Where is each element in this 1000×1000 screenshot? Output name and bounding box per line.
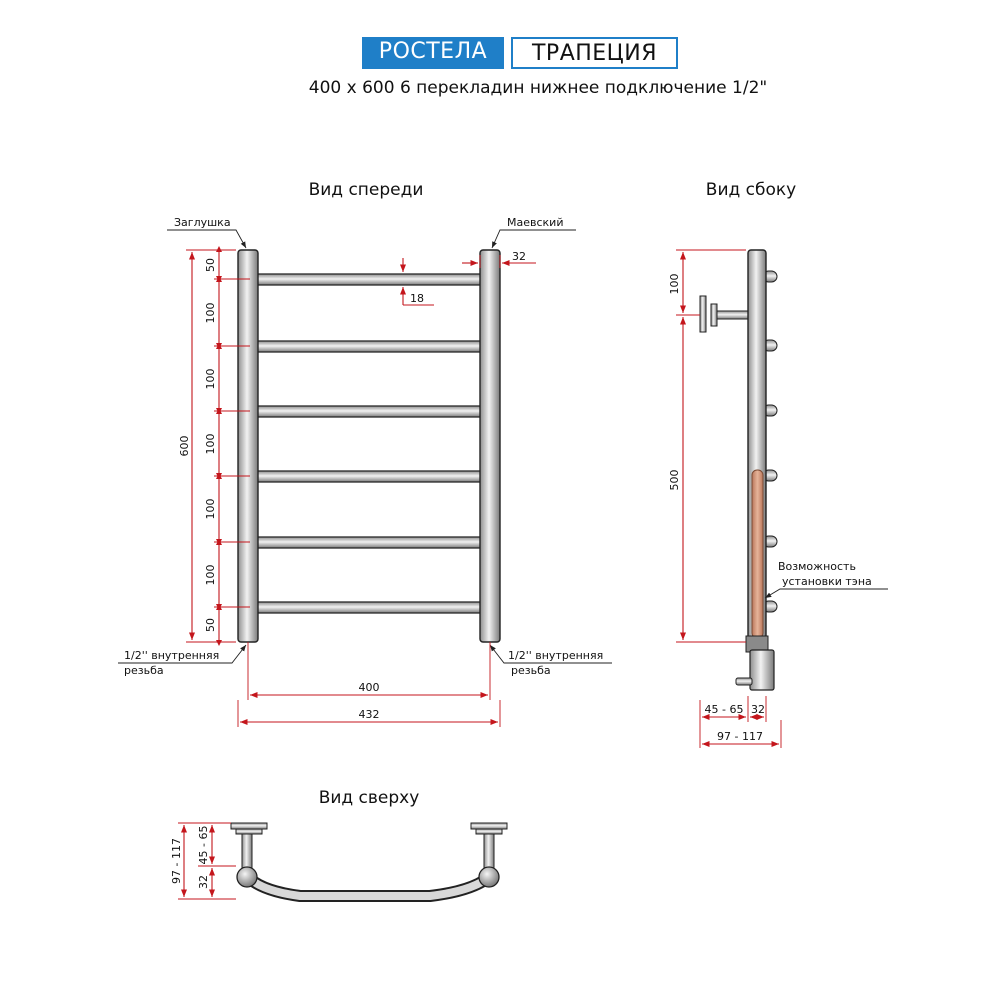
overall-width-dimension	[238, 700, 500, 727]
left-tube	[238, 250, 258, 642]
rung	[252, 537, 486, 548]
thread-callout-right	[490, 645, 612, 677]
top-view-title: Вид сверху	[318, 788, 420, 808]
heater-callout	[765, 560, 888, 598]
spacing-label: 50	[204, 258, 217, 272]
rung	[252, 341, 486, 352]
thread-label-line1: 1/2'' внутренняя	[508, 649, 604, 662]
product-subtitle: 400 x 600 6 перекладин нижнее подключение 1/2"	[308, 78, 768, 98]
axis-width-label: 400	[358, 681, 380, 694]
side-height-dimensions	[668, 250, 746, 642]
cap-callout	[167, 216, 246, 248]
side-depth-label: 97 - 117	[717, 730, 763, 743]
rung	[252, 274, 486, 285]
side-tube-label: 32	[751, 703, 765, 716]
front-view-title: Вид спереди	[308, 180, 424, 200]
right-tube	[480, 250, 500, 642]
thread-label-line2: резьба	[511, 664, 551, 677]
side-offset-label: 45 - 65	[704, 703, 744, 716]
rung	[252, 406, 486, 417]
top-depth-label: 97 - 117	[170, 838, 183, 884]
side-top-label: 100	[668, 273, 681, 295]
top-tube-left	[237, 867, 257, 887]
model-label: ТРАПЕЦИЯ	[511, 37, 678, 69]
side-view	[668, 180, 888, 748]
top-view	[170, 788, 507, 899]
top-bracket-left	[231, 823, 267, 870]
thread-label-line1: 1/2'' внутренняя	[124, 649, 220, 662]
spacing-label: 100	[204, 302, 217, 324]
top-dimensions	[170, 823, 236, 899]
tube-diameter-label: 32	[512, 250, 526, 263]
heating-element	[736, 470, 774, 690]
spacing-label: 50	[204, 618, 217, 632]
side-height-label: 500	[668, 469, 681, 491]
heater-label-line1: Возможность	[778, 560, 856, 573]
spacing-label: 100	[204, 368, 217, 390]
thread-callout-left	[118, 645, 246, 677]
axis-width-dimension	[248, 642, 490, 700]
rung	[252, 602, 486, 613]
spacing-label: 100	[204, 564, 217, 586]
cap-label: Заглушка	[174, 216, 231, 229]
top-tube-right	[479, 867, 499, 887]
valve-label: Маевский	[507, 216, 564, 229]
wall-bracket	[700, 296, 748, 332]
side-depth-dimensions	[700, 696, 781, 748]
rung	[252, 471, 486, 482]
spacing-label: 100	[204, 498, 217, 520]
front-view	[118, 180, 612, 727]
height-label: 600	[178, 435, 191, 457]
valve-callout	[492, 216, 576, 248]
side-view-title: Вид сбоку	[705, 180, 797, 200]
overall-width-label: 432	[358, 708, 380, 721]
top-tube-label: 32	[197, 875, 210, 889]
top-offset-label: 45 - 65	[197, 825, 210, 865]
rungs	[252, 274, 486, 613]
brand-label: РОСТЕЛА	[362, 37, 504, 69]
heater-label-line2: установки тэна	[782, 575, 872, 588]
thread-label-line2: резьба	[124, 664, 164, 677]
rung-diameter-label: 18	[410, 292, 424, 305]
spacing-label: 100	[204, 433, 217, 455]
top-bracket-right	[471, 823, 507, 870]
